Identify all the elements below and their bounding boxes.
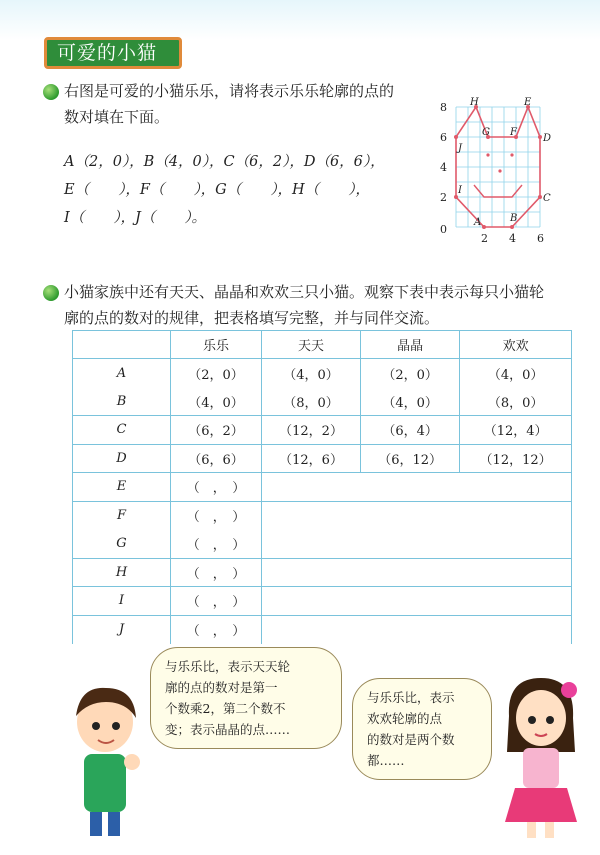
table-header: 晶晶 <box>361 331 460 359</box>
table-row <box>73 444 572 473</box>
y-tick: 2 <box>440 191 447 204</box>
table-cell: H <box>73 558 171 587</box>
bullet-icon <box>43 84 59 100</box>
table-cell: （6，4） <box>361 416 460 445</box>
point-label: F <box>510 127 517 138</box>
table-cell <box>261 501 571 530</box>
table-cell: G <box>73 530 171 559</box>
x-tick: 6 <box>537 232 544 245</box>
table-cell: （12，2） <box>261 416 360 445</box>
task2-line1: 小猫家族中还有天天、晶晶和欢欢三只小猫。观察下表中表示每只小猫轮 <box>64 283 545 301</box>
girl-illustration <box>495 672 585 842</box>
point-label: D <box>543 133 552 144</box>
bullet-icon <box>43 285 59 301</box>
table-cell: （6，12） <box>361 444 460 473</box>
table-cell: （2，0） <box>361 359 460 388</box>
point-label: I <box>458 185 462 196</box>
table-header: 乐乐 <box>171 331 262 359</box>
cat-outline-grid <box>436 95 566 245</box>
table-cell: A <box>73 359 171 388</box>
coords-line3: I（ ），J（ ）。 <box>64 210 207 226</box>
speech-bubble-boy: 与乐乐比，表示天天轮 廓的点的数对是第一 个数乘2，第二个数不 变；表示晶晶的点…… <box>150 647 342 749</box>
point-label: E <box>524 97 532 108</box>
y-tick: 8 <box>440 101 447 114</box>
coords-line2: E（ ），F（ ），G（ ），H（ ）， <box>64 182 370 198</box>
table-cell: （4，0） <box>261 359 360 388</box>
table-cell <box>261 473 571 502</box>
table-row <box>73 558 572 587</box>
boy-illustration <box>60 680 150 840</box>
table-cell: （ ， ） <box>171 473 262 502</box>
table-row <box>73 416 572 445</box>
y-tick: 6 <box>440 131 447 144</box>
table-row <box>73 587 572 616</box>
table-cell <box>261 558 571 587</box>
table-cell: I <box>73 587 171 616</box>
y-tick: 0 <box>440 223 447 236</box>
table-cell: （4，0） <box>361 387 460 416</box>
table-header <box>73 331 171 359</box>
x-tick: 4 <box>509 232 516 245</box>
speech-bubble-girl: 与乐乐比，表示 欢欢轮廓的点 的数对是两个数 都…… <box>352 678 492 780</box>
task2-line2: 廓的点的数对的规律，把表格填写完整，并与同伴交流。 <box>64 309 440 327</box>
point-label: H <box>470 97 479 108</box>
task1-line2: 数对填在下面。 <box>64 108 170 126</box>
table-cell: F <box>73 501 171 530</box>
table-cell: （6，6） <box>171 444 262 473</box>
table-cell: （ ， ） <box>171 615 262 644</box>
y-tick: 4 <box>440 161 447 174</box>
table-header: 欢欢 <box>460 331 572 359</box>
table-cell: （8，0） <box>261 387 360 416</box>
task1-line1: 右图是可爱的小猫乐乐，请将表示乐乐轮廓的点的 <box>64 82 395 100</box>
table-cell: B <box>73 387 171 416</box>
table-cell: E <box>73 473 171 502</box>
table-cell: （12，6） <box>261 444 360 473</box>
point-label: J <box>458 143 463 154</box>
table-cell: J <box>73 615 171 644</box>
table-cell: D <box>73 444 171 473</box>
coords-line1: A（2，0），B（4，0），C（6，2），D（6，6）， <box>64 154 385 170</box>
table-header: 天天 <box>261 331 360 359</box>
table-cell <box>261 587 571 616</box>
table-row <box>73 473 572 502</box>
table-row <box>73 530 572 559</box>
table-cell: （2，0） <box>171 359 262 388</box>
table-cell: （12，4） <box>460 416 572 445</box>
point-label: B <box>510 213 518 224</box>
table-cell: （4，0） <box>171 387 262 416</box>
table-row <box>73 615 572 644</box>
table-row <box>73 501 572 530</box>
table-row <box>73 359 572 388</box>
lesson-title: 可爱的小猫 <box>44 37 182 69</box>
table-cell: （ ， ） <box>171 530 262 559</box>
point-label: A <box>474 217 482 228</box>
table-cell <box>261 615 571 644</box>
comparison-table <box>72 330 572 644</box>
table-cell: （ ， ） <box>171 587 262 616</box>
x-tick: 2 <box>481 232 488 245</box>
table-cell <box>261 530 571 559</box>
table-cell: （6，2） <box>171 416 262 445</box>
table-cell: （4，0） <box>460 359 572 388</box>
table-cell: （8，0） <box>460 387 572 416</box>
point-label: C <box>543 193 551 204</box>
table-cell: C <box>73 416 171 445</box>
table-row <box>73 387 572 416</box>
point-label: G <box>482 127 490 138</box>
table-cell: （12，12） <box>460 444 572 473</box>
table-cell: （ ， ） <box>171 558 262 587</box>
table-cell: （ ， ） <box>171 501 262 530</box>
